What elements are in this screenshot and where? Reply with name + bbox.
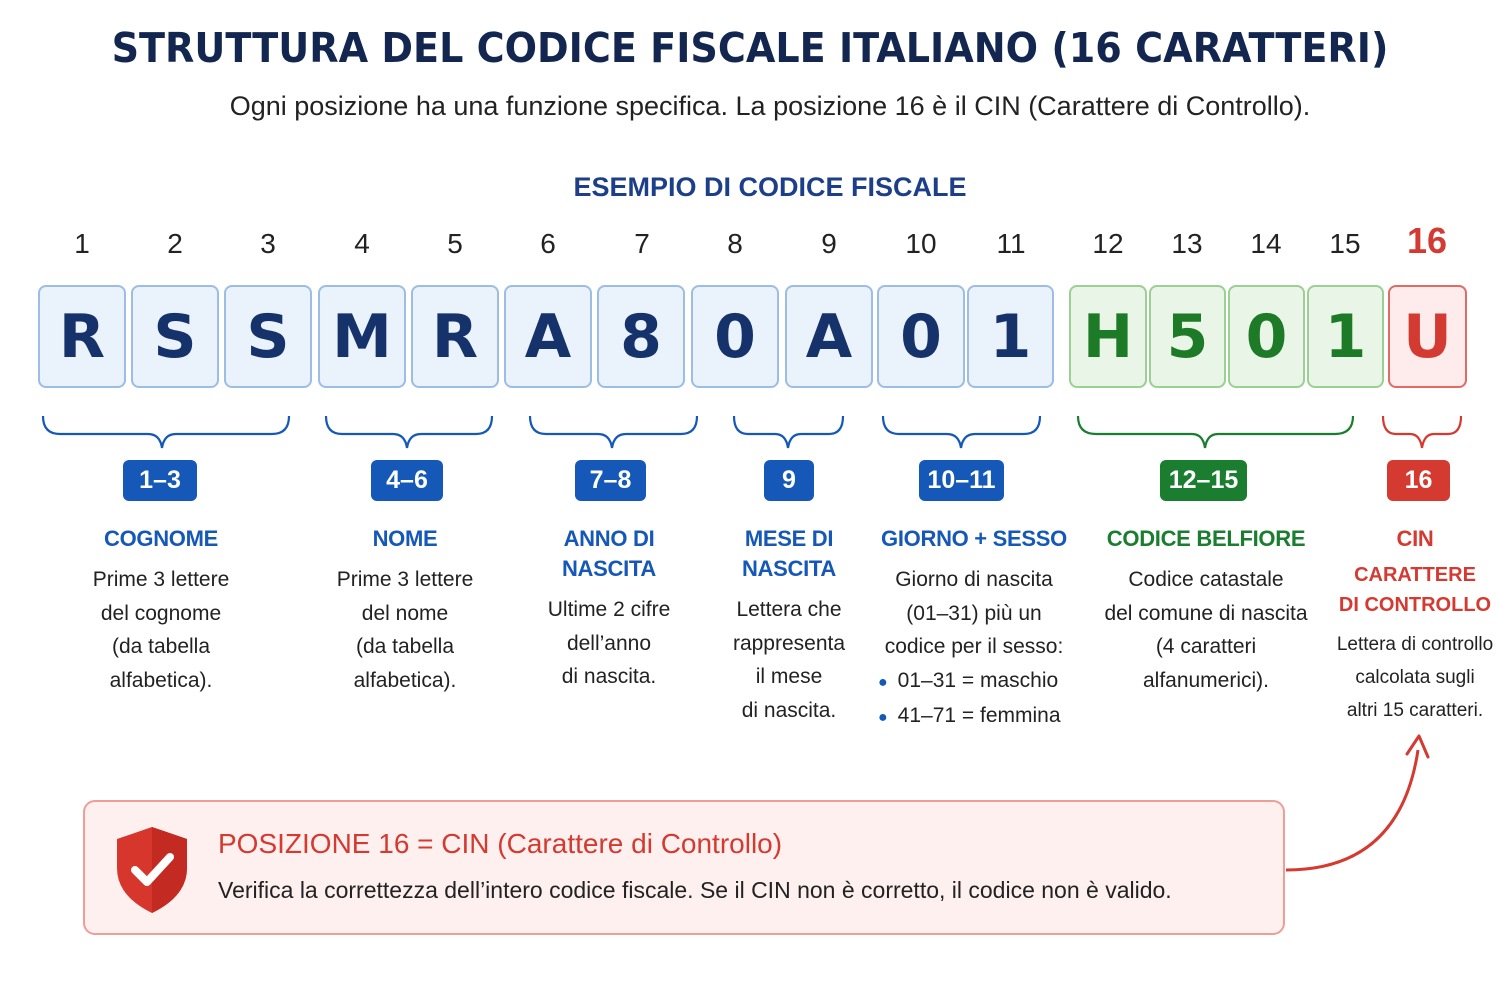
description-line: di nascita. xyxy=(561,665,657,688)
group-heading: CODICE BELFIORE xyxy=(1106,526,1306,551)
description-line: Giorno di nascita xyxy=(895,568,1053,591)
description-line: il mese xyxy=(755,665,823,688)
brace-belfiore xyxy=(1074,410,1358,452)
group-heading: CIN xyxy=(1396,526,1434,551)
arrow-icon xyxy=(1280,730,1440,880)
position-number: 13 xyxy=(1171,228,1203,259)
position-number: 14 xyxy=(1250,228,1282,259)
range-badge-cin: 16 xyxy=(1387,460,1450,501)
position-number: 1 xyxy=(74,228,90,259)
group-heading: MESE DI NASCITA xyxy=(741,526,837,581)
description-line: Prime 3 lettere xyxy=(92,568,230,591)
description-line: Codice catastale xyxy=(1128,568,1284,591)
range-badge: 4–6 xyxy=(371,460,443,501)
position-number: 5 xyxy=(447,228,463,259)
description-line: Ultime 2 cifre xyxy=(547,598,671,621)
character-box: 0 xyxy=(1228,285,1305,388)
brace-mese xyxy=(730,410,848,452)
description-line: dell’anno xyxy=(566,631,652,655)
bullet-icon: ● xyxy=(878,709,888,726)
description-line: del nome xyxy=(361,601,449,625)
group-description xyxy=(519,593,699,694)
callout-title: POSIZIONE 16 = CIN (Carattere di Controllo) xyxy=(218,828,783,859)
description-line: rappresenta xyxy=(732,631,846,655)
group-belfiore xyxy=(1096,524,1316,697)
description-line: alfabetica). xyxy=(109,668,213,692)
character-box: 0 xyxy=(691,285,779,388)
character-box: 0 xyxy=(877,285,965,388)
description-line: alfabetica). xyxy=(353,668,457,692)
example-title: ESEMPIO DI CODICE FISCALE xyxy=(573,172,967,202)
brace-giorno xyxy=(879,410,1045,452)
description-line: (da tabella xyxy=(355,635,455,658)
sex-code-list xyxy=(878,664,1074,735)
position-number: 6 xyxy=(540,228,556,259)
character-box: A xyxy=(785,285,873,388)
group-heading: ANNO DI NASCITA xyxy=(561,526,657,581)
position-number: 8 xyxy=(727,228,743,259)
cin-callout xyxy=(83,800,1285,935)
group-description xyxy=(61,563,261,697)
group-description xyxy=(704,593,874,727)
description-line: Lettera che xyxy=(736,598,842,621)
subheading-line: CARATTERE xyxy=(1354,564,1476,586)
description-line: Prime 3 lettere xyxy=(336,568,474,591)
bullet-item xyxy=(878,664,1074,700)
description-line: Lettera di controllo xyxy=(1336,634,1494,655)
group-heading: GIORNO + SESSO xyxy=(881,526,1067,551)
group-anno xyxy=(519,524,699,694)
page-subtitle: Ogni posizione ha una funzione specifica. La posizione 16 è il CIN (Carattere di Controllo). xyxy=(229,91,1311,121)
bullet-text: 41–71 = femmina xyxy=(897,704,1061,727)
description-line: del cognome xyxy=(100,601,222,625)
range-badge: 9 xyxy=(764,460,814,501)
cin-subheading xyxy=(1330,560,1500,620)
brace-nome xyxy=(322,410,498,452)
position-number: 9 xyxy=(821,228,837,259)
bullet-icon: ● xyxy=(878,673,888,691)
character-box-cin: U xyxy=(1388,285,1467,388)
group-heading: COGNOME xyxy=(103,526,218,551)
callout-text: Verifica la correttezza dell’intero codice fiscale. Se il CIN non è corretto, il codice non è valido. xyxy=(218,877,1172,903)
group-cin xyxy=(1330,524,1500,727)
position-number: 15 xyxy=(1329,228,1361,259)
character-box: R xyxy=(38,285,126,388)
description-line: codice per il sesso: xyxy=(884,635,1064,658)
position-number: 10 xyxy=(905,228,937,259)
range-badge: 10–11 xyxy=(919,460,1004,501)
shield-check-icon xyxy=(112,824,192,916)
bullet-item xyxy=(878,699,1074,735)
character-box: 1 xyxy=(967,285,1054,388)
description-line: alfanumerici). xyxy=(1142,668,1270,692)
subheading-line: DI CONTROLLO xyxy=(1338,594,1492,616)
group-cognome xyxy=(61,524,261,697)
page-title: STRUTTURA DEL CODICE FISCALE ITALIANO (16 CARATTERI) xyxy=(111,24,1389,72)
group-description xyxy=(874,563,1074,664)
position-number: 7 xyxy=(634,228,650,259)
description-line: (01–31) più un xyxy=(906,601,1042,625)
character-box: 8 xyxy=(597,285,685,388)
group-nome xyxy=(305,524,505,697)
description-line: di nascita. xyxy=(741,698,837,722)
character-box: 5 xyxy=(1149,285,1226,388)
character-box: 1 xyxy=(1307,285,1384,388)
brace-cin xyxy=(1378,410,1468,452)
character-box: A xyxy=(504,285,592,388)
brace-anno xyxy=(526,410,702,452)
position-number-cin: 16 xyxy=(1406,220,1448,261)
bullet-text: 01–31 = maschio xyxy=(897,668,1059,692)
description-line: (da tabella xyxy=(111,635,211,658)
character-box: H xyxy=(1069,285,1147,388)
description-line: altri 15 caratteri. xyxy=(1346,700,1484,721)
group-description xyxy=(1096,563,1316,697)
description-line: del comune di nascita xyxy=(1104,601,1308,625)
brace-cognome xyxy=(40,410,294,452)
character-box: R xyxy=(411,285,499,388)
character-box: S xyxy=(224,285,312,388)
position-number: 2 xyxy=(167,228,183,259)
range-badge: 1–3 xyxy=(123,460,197,501)
group-heading: NOME xyxy=(372,526,438,551)
group-description xyxy=(305,563,505,697)
position-number: 12 xyxy=(1092,228,1124,259)
position-number: 4 xyxy=(354,228,370,259)
group-giorno-sesso xyxy=(874,524,1074,735)
character-box: S xyxy=(131,285,219,388)
range-badge: 7–8 xyxy=(575,460,646,501)
description-line: calcolata sugli xyxy=(1355,667,1475,688)
character-box: M xyxy=(318,285,406,388)
description-line: (4 caratteri xyxy=(1155,635,1257,658)
group-description xyxy=(1330,628,1500,727)
range-badge: 12–15 xyxy=(1160,460,1247,501)
group-mese xyxy=(704,524,874,727)
position-number: 3 xyxy=(260,228,276,259)
position-number: 11 xyxy=(996,228,1026,259)
